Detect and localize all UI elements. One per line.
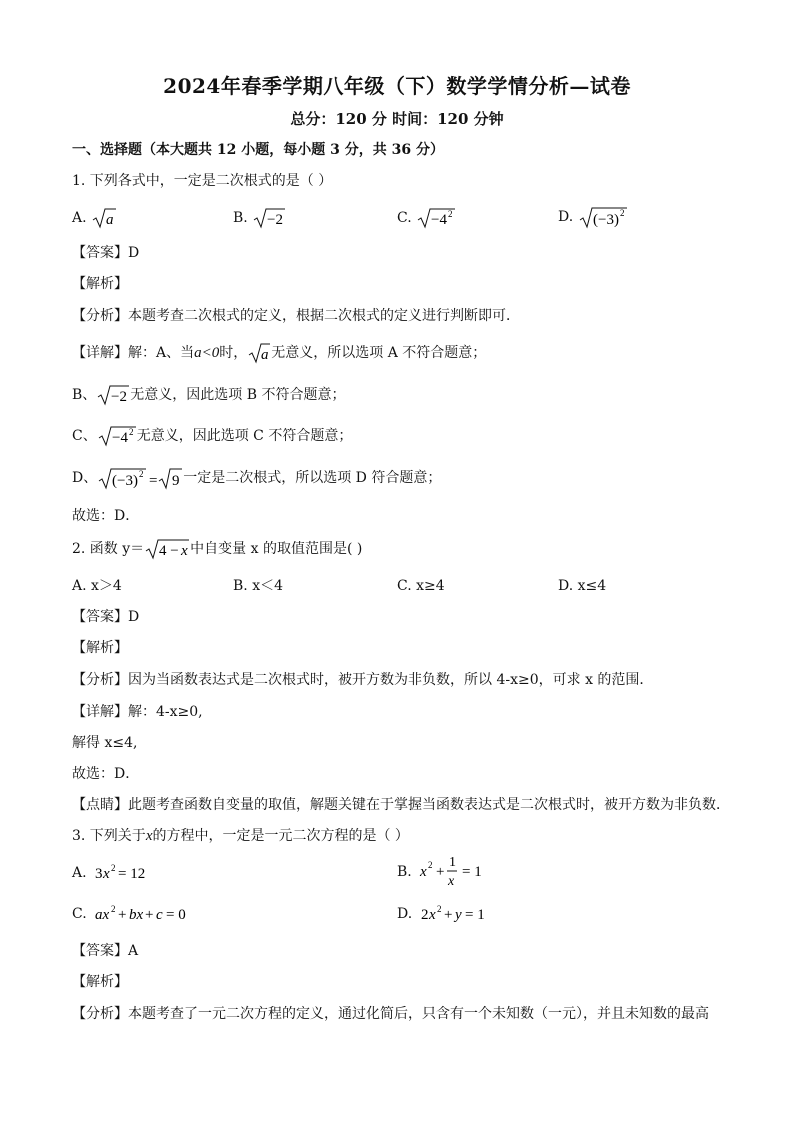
q1-option-b-radical <box>252 207 286 229</box>
q1-detail-c-radical <box>97 425 137 447</box>
q1-detail-a-text1: 【详解】解：A、当 <box>72 345 195 361</box>
q1-option-a-radical <box>91 207 117 229</box>
svg-text:−4: −4 <box>431 212 448 228</box>
q1-detail-d-radical <box>97 466 183 490</box>
q2-stem-text2: 中自变量 x 的取值范围是( ) <box>190 541 363 557</box>
q1-detail-b-text2: 无意义，因此选项 B 不符合题意； <box>130 387 346 403</box>
svg-text:c: c <box>156 907 163 923</box>
svg-text:+: + <box>118 907 127 923</box>
q3-option-b <box>397 852 486 892</box>
q1-choose: 故选：D． <box>72 508 140 524</box>
q1-option-c-label: C. <box>397 210 412 226</box>
q3-stem-var: x <box>145 828 153 844</box>
q2-detail-2: 解得 x≤4, <box>72 735 138 751</box>
svg-text:x: x <box>420 864 427 880</box>
q3-option-d-equation <box>417 903 493 925</box>
svg-text:= 1: = 1 <box>464 907 485 923</box>
q1-detail-d-text2: 一定是二次根式，所以选项 D 符合题意； <box>183 470 442 486</box>
svg-text:2: 2 <box>139 469 144 479</box>
svg-text:+: + <box>443 907 453 923</box>
q2-stem-radical <box>144 538 190 560</box>
q1-detail-c-text1: C、 <box>72 428 97 444</box>
q3-option-b-equation <box>416 852 486 892</box>
svg-text:2: 2 <box>128 427 134 437</box>
q1-fenxi: 【分析】本题考查二次根式的定义，根据二次根式的定义进行判断即可． <box>72 308 520 324</box>
q3-stem-text2: 的方程中，一定是一元二次方程的是（ ） <box>152 828 409 844</box>
q1-option-d-label: D. <box>558 209 574 225</box>
q3-option-c-label: C. <box>72 906 87 922</box>
q3-option-a <box>72 862 153 884</box>
svg-text:a: a <box>261 347 269 363</box>
svg-text:x: x <box>448 874 455 889</box>
q2-option-b: B. x＜4 <box>233 578 283 594</box>
q1-detail-d-text1: D、 <box>72 470 98 486</box>
svg-text:ax: ax <box>95 907 110 923</box>
svg-text:3: 3 <box>95 866 103 882</box>
svg-text:9: 9 <box>172 473 180 489</box>
q1-detail-b-radical <box>96 384 130 406</box>
q1-detail-a-cond: a<0 <box>194 345 220 361</box>
svg-text:+: + <box>436 864 445 880</box>
q1-stem: 1. 下列各式中，一定是二次根式的是（ ） <box>72 173 333 189</box>
svg-text:(−3): (−3) <box>112 473 139 489</box>
q1-option-d-radical <box>578 205 628 229</box>
q1-option-a <box>72 207 117 229</box>
q2-option-a: A. x＞4 <box>72 578 122 594</box>
q1-option-c <box>397 207 456 229</box>
q1-detail-c-text2: 无意义，因此选项 C 不符合题意； <box>136 428 353 444</box>
svg-text:=: = <box>149 473 158 489</box>
q2-option-d: D. x≤4 <box>558 578 607 594</box>
q3-analysis-label: 【解析】 <box>72 974 128 990</box>
q1-option-b-label: B. <box>233 210 248 226</box>
page-title: 2024年春季学期八年级（下）数学学情分析—试卷 <box>163 74 631 98</box>
q1-detail-a-radical <box>247 342 271 364</box>
q1-option-d <box>558 205 628 229</box>
svg-text:x: x <box>181 543 188 559</box>
svg-text:bx: bx <box>129 907 144 923</box>
svg-text:2: 2 <box>436 904 442 914</box>
q3-stem <box>72 826 409 846</box>
svg-text:x: x <box>103 866 110 882</box>
svg-text:= 12: = 12 <box>118 866 146 882</box>
q1-detail-d <box>72 466 441 490</box>
q3-option-c-equation <box>91 903 197 925</box>
q2-stem <box>72 538 362 560</box>
svg-text:1: 1 <box>449 855 457 870</box>
svg-text:−4: −4 <box>111 430 128 446</box>
q3-option-d-label: D. <box>397 906 413 922</box>
svg-text:(−3): (−3) <box>592 212 619 228</box>
q2-analysis-label: 【解析】 <box>72 640 128 656</box>
q2-dianjing: 【点睛】此题考查函数自变量的取值，解题关键在于掌握当函数表达式是二次根式时，被开方数为非负数． <box>72 797 730 813</box>
svg-text:a: a <box>106 212 114 228</box>
q2-detail-1: 【详解】解：4-x≥0, <box>72 704 203 720</box>
q1-detail-a <box>72 342 486 364</box>
q1-option-b <box>233 207 286 229</box>
q1-analysis-label: 【解析】 <box>72 276 128 292</box>
q3-option-a-label: A. <box>72 865 87 881</box>
svg-text:2: 2 <box>619 208 625 218</box>
q3-option-c <box>72 903 197 925</box>
svg-text:2: 2 <box>448 209 453 219</box>
svg-text:4 −: 4 − <box>159 543 179 559</box>
svg-text:= 1: = 1 <box>462 864 482 880</box>
q3-answer: 【答案】A <box>72 943 139 959</box>
q1-option-c-radical <box>416 207 456 229</box>
q3-fenxi: 【分析】本题考查了一元二次方程的定义，通过化简后，只含有一个未知数（一元），并且未知数的最高 <box>72 1006 709 1022</box>
q1-detail-b-text1: B、 <box>72 387 97 403</box>
q2-answer: 【答案】D <box>72 609 140 625</box>
svg-text:y: y <box>454 907 462 923</box>
q1-answer: 【答案】D <box>72 245 140 261</box>
svg-text:2: 2 <box>111 904 116 914</box>
q1-detail-a-text3: 无意义，所以选项 A 不符合题意； <box>271 345 487 361</box>
q3-option-d <box>397 903 493 925</box>
q1-detail-c <box>72 425 352 447</box>
page-subtitle: 总分：120 分 时间：120 分钟 <box>290 110 504 128</box>
svg-text:−2: −2 <box>267 212 284 228</box>
q3-option-a-equation <box>91 862 153 884</box>
q3-option-b-label: B. <box>397 864 412 880</box>
q1-detail-b <box>72 384 346 406</box>
svg-text:x: x <box>428 907 436 923</box>
q2-choose: 故选：D． <box>72 766 140 782</box>
svg-text:+: + <box>145 907 154 923</box>
q3-stem-text1: 3. 下列关于 <box>72 828 146 844</box>
svg-text:2: 2 <box>428 860 433 870</box>
svg-text:= 0: = 0 <box>166 907 186 923</box>
svg-text:2: 2 <box>111 863 116 873</box>
svg-text:2: 2 <box>420 907 429 923</box>
q1-detail-a-text2: 时， <box>219 345 248 361</box>
q2-fenxi: 【分析】因为当函数表达式是二次根式时，被开方数为非负数，所以 4-x≥0，可求 x 的范围． <box>72 672 654 688</box>
section-heading: 一、选择题（本大题共 12 小题，每小题 3 分，共 36 分） <box>72 142 444 158</box>
q1-option-a-label: A. <box>72 210 87 226</box>
q2-stem-text1: 2. 函数 y＝ <box>72 541 145 557</box>
q2-option-c: C. x≥4 <box>397 578 445 594</box>
svg-text:−2: −2 <box>111 389 128 405</box>
